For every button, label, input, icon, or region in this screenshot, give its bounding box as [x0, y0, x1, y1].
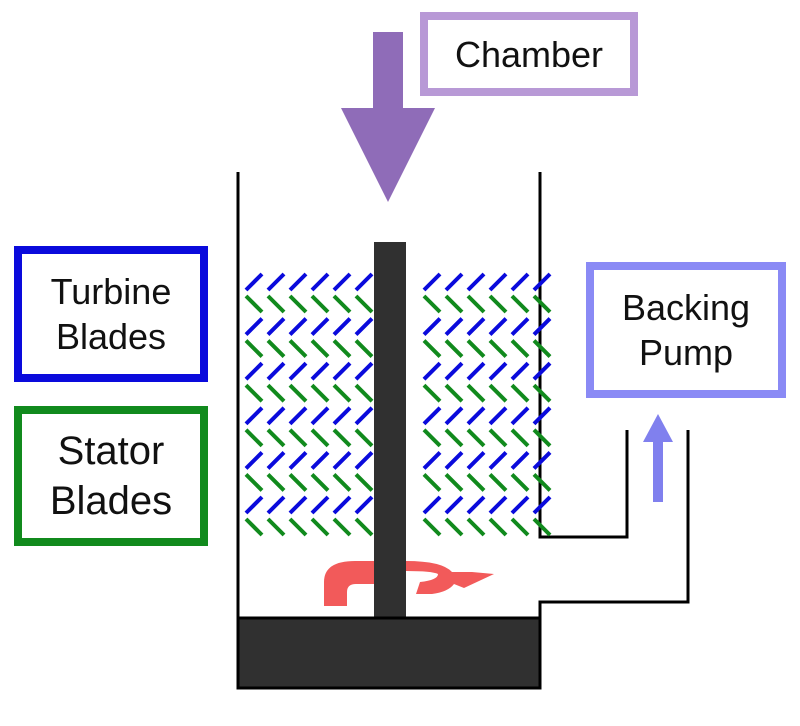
turbine-blade [268, 497, 284, 513]
turbine-blade [290, 274, 306, 290]
backing-flow-arrow [643, 414, 673, 502]
turbine-blade [490, 452, 506, 468]
turbine-blade [512, 497, 528, 513]
stator-blade [512, 519, 528, 535]
turbine-blade [290, 363, 306, 379]
stator-blade [424, 474, 440, 490]
turbine-blade [490, 319, 506, 335]
stator-blade [512, 341, 528, 357]
turbine-blade [424, 274, 440, 290]
turbine-blade [312, 319, 328, 335]
turbine-blade [424, 319, 440, 335]
stator-blade [290, 296, 306, 312]
turbine-blade [446, 274, 462, 290]
backing-pump-label-box [586, 262, 786, 398]
stator-blade [468, 296, 484, 312]
turbine-blade [246, 408, 262, 424]
stator-blade [490, 341, 506, 357]
stator-blade [268, 519, 284, 535]
stator-blade [446, 474, 462, 490]
turbine-blade [356, 363, 372, 379]
turbine-blade [356, 319, 372, 335]
turbine-blade [356, 497, 372, 513]
stator-blades-label-box [14, 406, 208, 546]
turbine-blade [424, 363, 440, 379]
turbine-blade [468, 319, 484, 335]
turbine-blade [446, 452, 462, 468]
stator-blade [356, 474, 372, 490]
stator-blade [268, 474, 284, 490]
turbine-blade [534, 497, 550, 513]
chamber-label: Chamber [454, 33, 604, 75]
turbine-blade [512, 363, 528, 379]
stator-blade [312, 341, 328, 357]
stator-blade [468, 385, 484, 401]
turbine-blade [290, 497, 306, 513]
stator-blade [334, 385, 350, 401]
exhaust-duct [540, 430, 688, 618]
turbine-blade [534, 452, 550, 468]
stator-blade [334, 519, 350, 535]
turbine-blade [268, 319, 284, 335]
turbine-blade [334, 363, 350, 379]
stator-blade [468, 519, 484, 535]
stator-blade [534, 341, 550, 357]
turbine-blade [312, 363, 328, 379]
turbine-blade [312, 497, 328, 513]
stator-blade [312, 296, 328, 312]
stator-blade [468, 341, 484, 357]
stator-blades-label: Stator Blades [49, 429, 173, 523]
turbine-blade [268, 363, 284, 379]
stator-blade [334, 341, 350, 357]
turbine-blades-label: Turbine Blades [50, 271, 172, 357]
stator-blade [356, 341, 372, 357]
stator-blade [490, 385, 506, 401]
turbine-blade [512, 274, 528, 290]
stator-blade [468, 430, 484, 446]
stator-blade [490, 296, 506, 312]
turbine-blade [246, 363, 262, 379]
turbine-blade [468, 363, 484, 379]
turbine-blade [424, 497, 440, 513]
stator-blade [424, 430, 440, 446]
turbine-blade [290, 452, 306, 468]
stator-blade [534, 474, 550, 490]
rotation-arrow [324, 561, 494, 606]
stator-blade [534, 296, 550, 312]
stator-blade [424, 296, 440, 312]
turbine-blade [246, 497, 262, 513]
turbine-blade [490, 274, 506, 290]
stator-blade [290, 519, 306, 535]
stator-blade [468, 474, 484, 490]
turbine-blade [290, 408, 306, 424]
stator-blade [290, 341, 306, 357]
stator-blade [246, 474, 262, 490]
turbine-blade [356, 274, 372, 290]
turbine-blade [268, 452, 284, 468]
stator-blade [312, 430, 328, 446]
turbine-blade [246, 452, 262, 468]
stator-blade [534, 430, 550, 446]
stator-blade [290, 430, 306, 446]
backing-pump-label: Backing Pump [621, 287, 751, 373]
stator-blade [312, 385, 328, 401]
turbine-blade [334, 452, 350, 468]
stator-blade [312, 519, 328, 535]
turbine-blade [268, 408, 284, 424]
turbine-blade [534, 274, 550, 290]
turbine-blade [512, 319, 528, 335]
turbine-blade [290, 319, 306, 335]
turbine-blade [490, 363, 506, 379]
stator-blade [534, 519, 550, 535]
turbine-blade [334, 408, 350, 424]
stator-blade [512, 385, 528, 401]
stator-blade [290, 474, 306, 490]
stator-blade [446, 519, 462, 535]
chamber-label-box [420, 12, 638, 96]
stator-blade [446, 430, 462, 446]
stator-blade [424, 519, 440, 535]
turbine-blade [446, 497, 462, 513]
turbine-blade [334, 319, 350, 335]
turbine-blade [246, 274, 262, 290]
stator-blade [268, 296, 284, 312]
stator-blade [334, 474, 350, 490]
stator-blade [424, 341, 440, 357]
turbine-blade [246, 319, 262, 335]
turbine-blade [468, 497, 484, 513]
rotor-shaft [374, 242, 406, 618]
turbine-blade [312, 274, 328, 290]
stator-blade [246, 519, 262, 535]
turbine-blade [312, 408, 328, 424]
turbine-blade [512, 408, 528, 424]
turbine-blade [468, 452, 484, 468]
turbine-blade [356, 408, 372, 424]
stator-blade [356, 296, 372, 312]
stator-blade [534, 385, 550, 401]
turbine-blade [334, 274, 350, 290]
motor-base [238, 618, 540, 688]
stator-blade [356, 385, 372, 401]
stator-blade [490, 519, 506, 535]
turbine-blade [534, 363, 550, 379]
turbine-blade [534, 408, 550, 424]
stator-blade [334, 296, 350, 312]
stator-blade [446, 296, 462, 312]
stator-blade [246, 341, 262, 357]
turbine-blade [446, 408, 462, 424]
stator-blade [246, 430, 262, 446]
stator-blade [268, 430, 284, 446]
turbine-blade [268, 274, 284, 290]
turbine-blade [312, 452, 328, 468]
stator-blade [446, 385, 462, 401]
stator-blade [356, 519, 372, 535]
stator-blade [446, 341, 462, 357]
stator-blade [246, 385, 262, 401]
stator-blade [290, 385, 306, 401]
turbine-blade [446, 363, 462, 379]
turbine-blade [446, 319, 462, 335]
turbine-blade [490, 497, 506, 513]
turbine-blade [490, 408, 506, 424]
stator-blade [356, 430, 372, 446]
stator-blade [512, 430, 528, 446]
turbine-blade [512, 452, 528, 468]
stator-blade [512, 296, 528, 312]
stator-blade [490, 474, 506, 490]
stator-blade [268, 341, 284, 357]
turbine-blade [468, 408, 484, 424]
turbine-blade [424, 408, 440, 424]
stator-blade [334, 430, 350, 446]
stator-blade [268, 385, 284, 401]
stator-blade [312, 474, 328, 490]
turbine-blade [534, 319, 550, 335]
turbine-blade [334, 497, 350, 513]
turbine-blade [424, 452, 440, 468]
turbine-blade [468, 274, 484, 290]
stator-blade [246, 296, 262, 312]
turbine-blades-label-box [14, 246, 208, 382]
turbine-blade [356, 452, 372, 468]
stator-blade [490, 430, 506, 446]
stator-blade [424, 385, 440, 401]
stator-blade [512, 474, 528, 490]
